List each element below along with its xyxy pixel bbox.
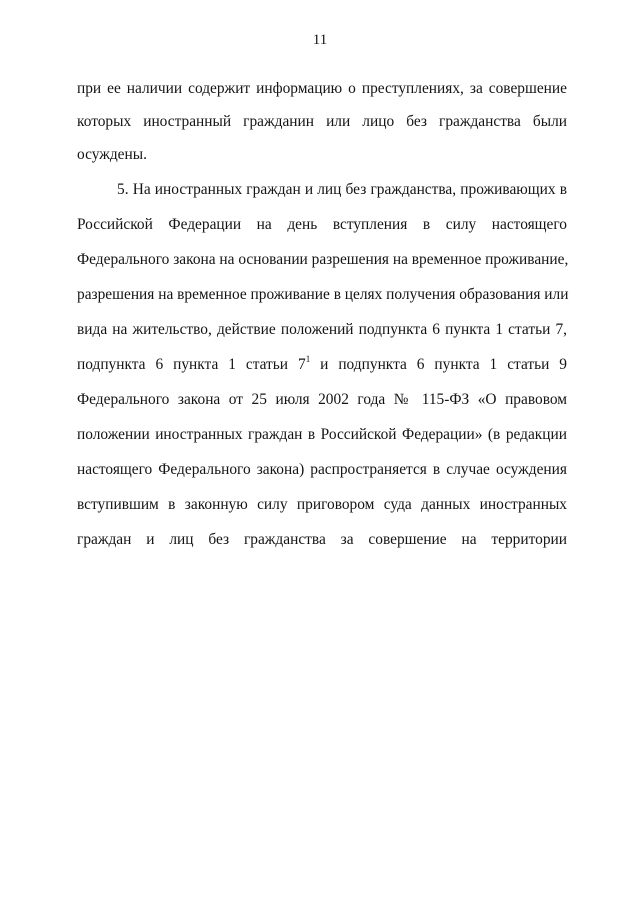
text-line: граждан и лиц без гражданства за совершение на территории xyxy=(77,531,567,548)
text-line: Российской Федерации на день вступления в силу настоящего xyxy=(77,216,567,233)
text-segment: подпункта 6 пункта 1 статьи 7 xyxy=(77,356,306,373)
text-line-with-superscript xyxy=(77,356,567,374)
text-line: 5. На иностранных граждан и лиц без гражданства, проживающих в xyxy=(117,181,567,198)
superscript: 1 xyxy=(305,354,311,364)
text-line: Федерального закона от 25 июля 2002 года № 115-ФЗ «О правовом xyxy=(77,391,567,408)
text-line: положении иностранных граждан в Российской Федерации» (в редакции xyxy=(77,426,567,443)
text-line: разрешения на временное проживание в целях получения образования или xyxy=(77,286,569,303)
text-line: осуждены. xyxy=(77,146,147,163)
text-line: которых иностранный гражданин или лицо без гражданства были xyxy=(77,113,567,130)
text-segment: и подпункта 6 пункта 1 статьи 9 xyxy=(310,356,567,373)
text-line: при ее наличии содержит информацию о преступлениях, за совершение xyxy=(77,80,567,97)
text-line: Федерального закона на основании разрешения на временное проживание, xyxy=(77,251,569,268)
text-line: настоящего Федерального закона) распространяется в случае осуждения xyxy=(77,461,567,478)
text-line: вступившим в законную силу приговором суда данных иностранных xyxy=(77,496,567,513)
page-number: 11 xyxy=(312,32,328,48)
text-line: вида на жительство, действие положений подпункта 6 пункта 1 статьи 7, xyxy=(77,321,567,338)
